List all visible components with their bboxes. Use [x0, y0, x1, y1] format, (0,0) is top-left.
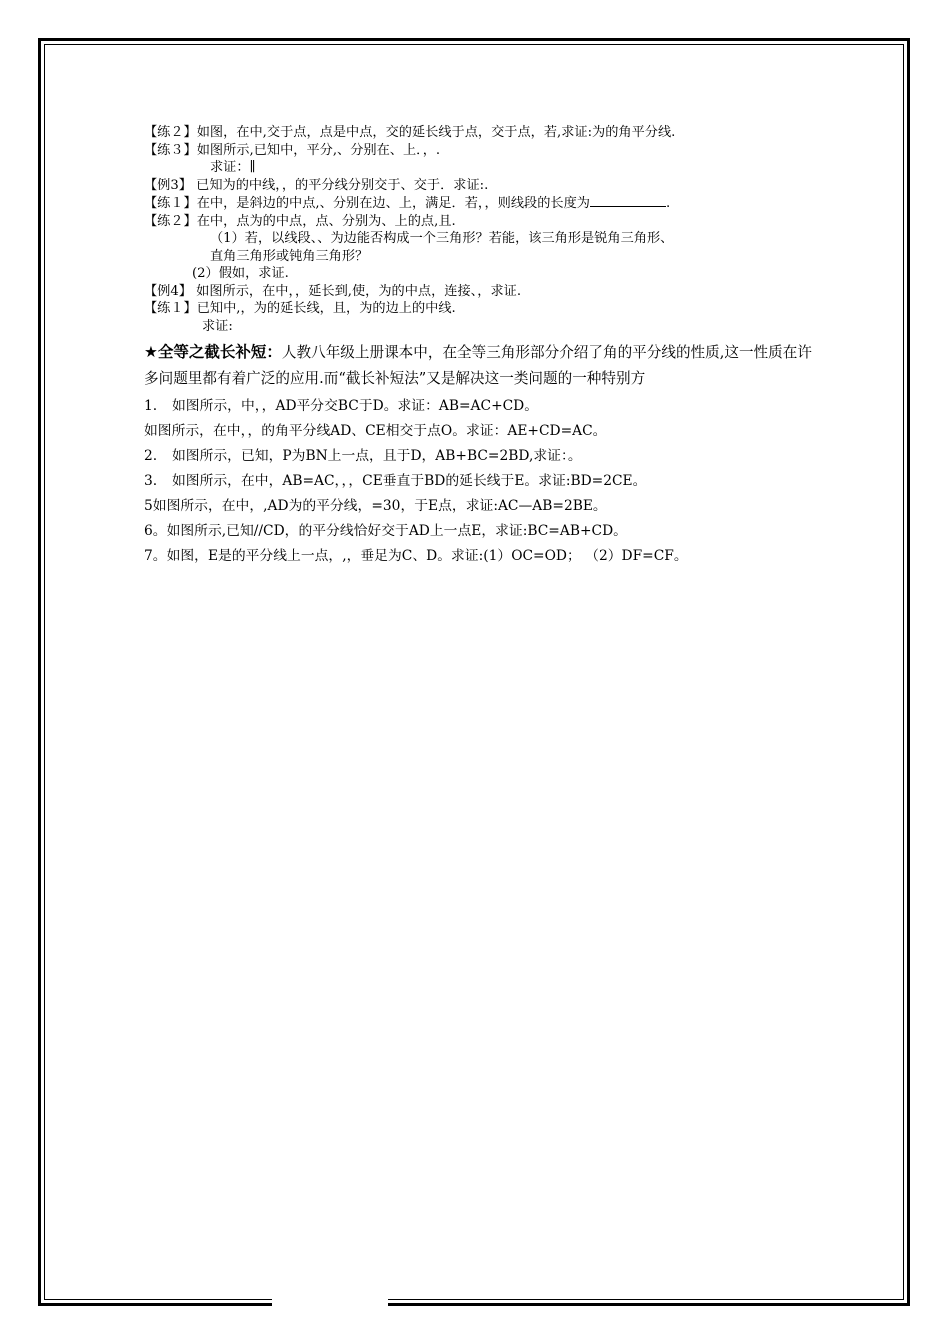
problem-item: 5如图所示，在中，,AD为的平分线，=30，于E点，求证:AC—AB=2BE。 — [144, 498, 607, 514]
exercise-block — [144, 124, 824, 335]
section-heading: ★全等之截长补短： — [144, 343, 282, 361]
exercise-line: 【练１】在中，是斜边的中点,、分别在边、上，满足．若，，则线段的长度为 . — [144, 196, 671, 211]
problem-item: 7。如图，E是的平分线上一点，,，垂足为C、D。求证:(1）OC=OD； （2）DF=CF。 — [144, 548, 688, 564]
exercise-line: 【练１】已知中,，为的延长线，且，为的边上的中线. — [144, 301, 456, 316]
exercise-line: 求证: — [202, 318, 233, 334]
exercise-line: 【例4】 如图所示，在中，，延长到,使，为的中点，连接、，求证. — [144, 283, 522, 299]
exercise-line: （1）若，以线段、、为边能否构成一个三角形？若能，该三角形是锐角三角形、 — [210, 231, 674, 246]
problem-item: 2. 如图所示，已知，P为BN上一点，且于D，AB+BC=2BD,求证：。 — [144, 448, 582, 464]
section-intro — [144, 339, 824, 392]
page-border-gap — [272, 1296, 388, 1310]
problem-item: 1. 如图所示，中，，AD平分交BC于D。求证：AB=AC+CD。 — [144, 398, 539, 414]
answer-blank — [590, 194, 666, 207]
exercise-line: 【练３】如图所示,已知中，平分,、分别在、上．，. — [144, 142, 441, 158]
exercise-line: (2）假如，求证. — [192, 266, 289, 281]
problem-item: 如图所示，在中，，的角平分线AD、CE相交于点O。求证：AE+CD=AC。 — [144, 423, 607, 439]
exercise-line: 【例3】 已知为的中线，，的平分线分别交于、交于．求证:. — [144, 177, 489, 193]
problem-item: 3. 如图所示，在中，AB=AC，，，CE垂直于BD的延长线于E。求证:BD=2CE。 — [144, 473, 647, 489]
exercise-line: 求证：∥ — [210, 160, 256, 175]
problem-list — [144, 394, 824, 569]
problem-item: 6。如图所示,已知//CD，的平分线恰好交于AD上一点E，求证:BC=AB+CD。 — [144, 523, 627, 539]
document-body — [144, 124, 824, 569]
exercise-line: 【练２】在中，点为的中点，点、分别为、上的点,且. — [144, 213, 456, 229]
exercise-line: 【练２】如图，在中,交于点，点是中点，交的延长线于点，交于点，若,求证:为的角平分线. — [144, 125, 676, 140]
exercise-line: 直角三角形或钝角三角形？ — [210, 248, 369, 264]
section-intro-text: 人教八年级上册课本中，在全等三角形部分介绍了角的平分线的性质,这一性质在许多问题里都有着广泛的应用.而“截长补短法”又是解决这一类问题的一种特别方 — [144, 344, 812, 387]
